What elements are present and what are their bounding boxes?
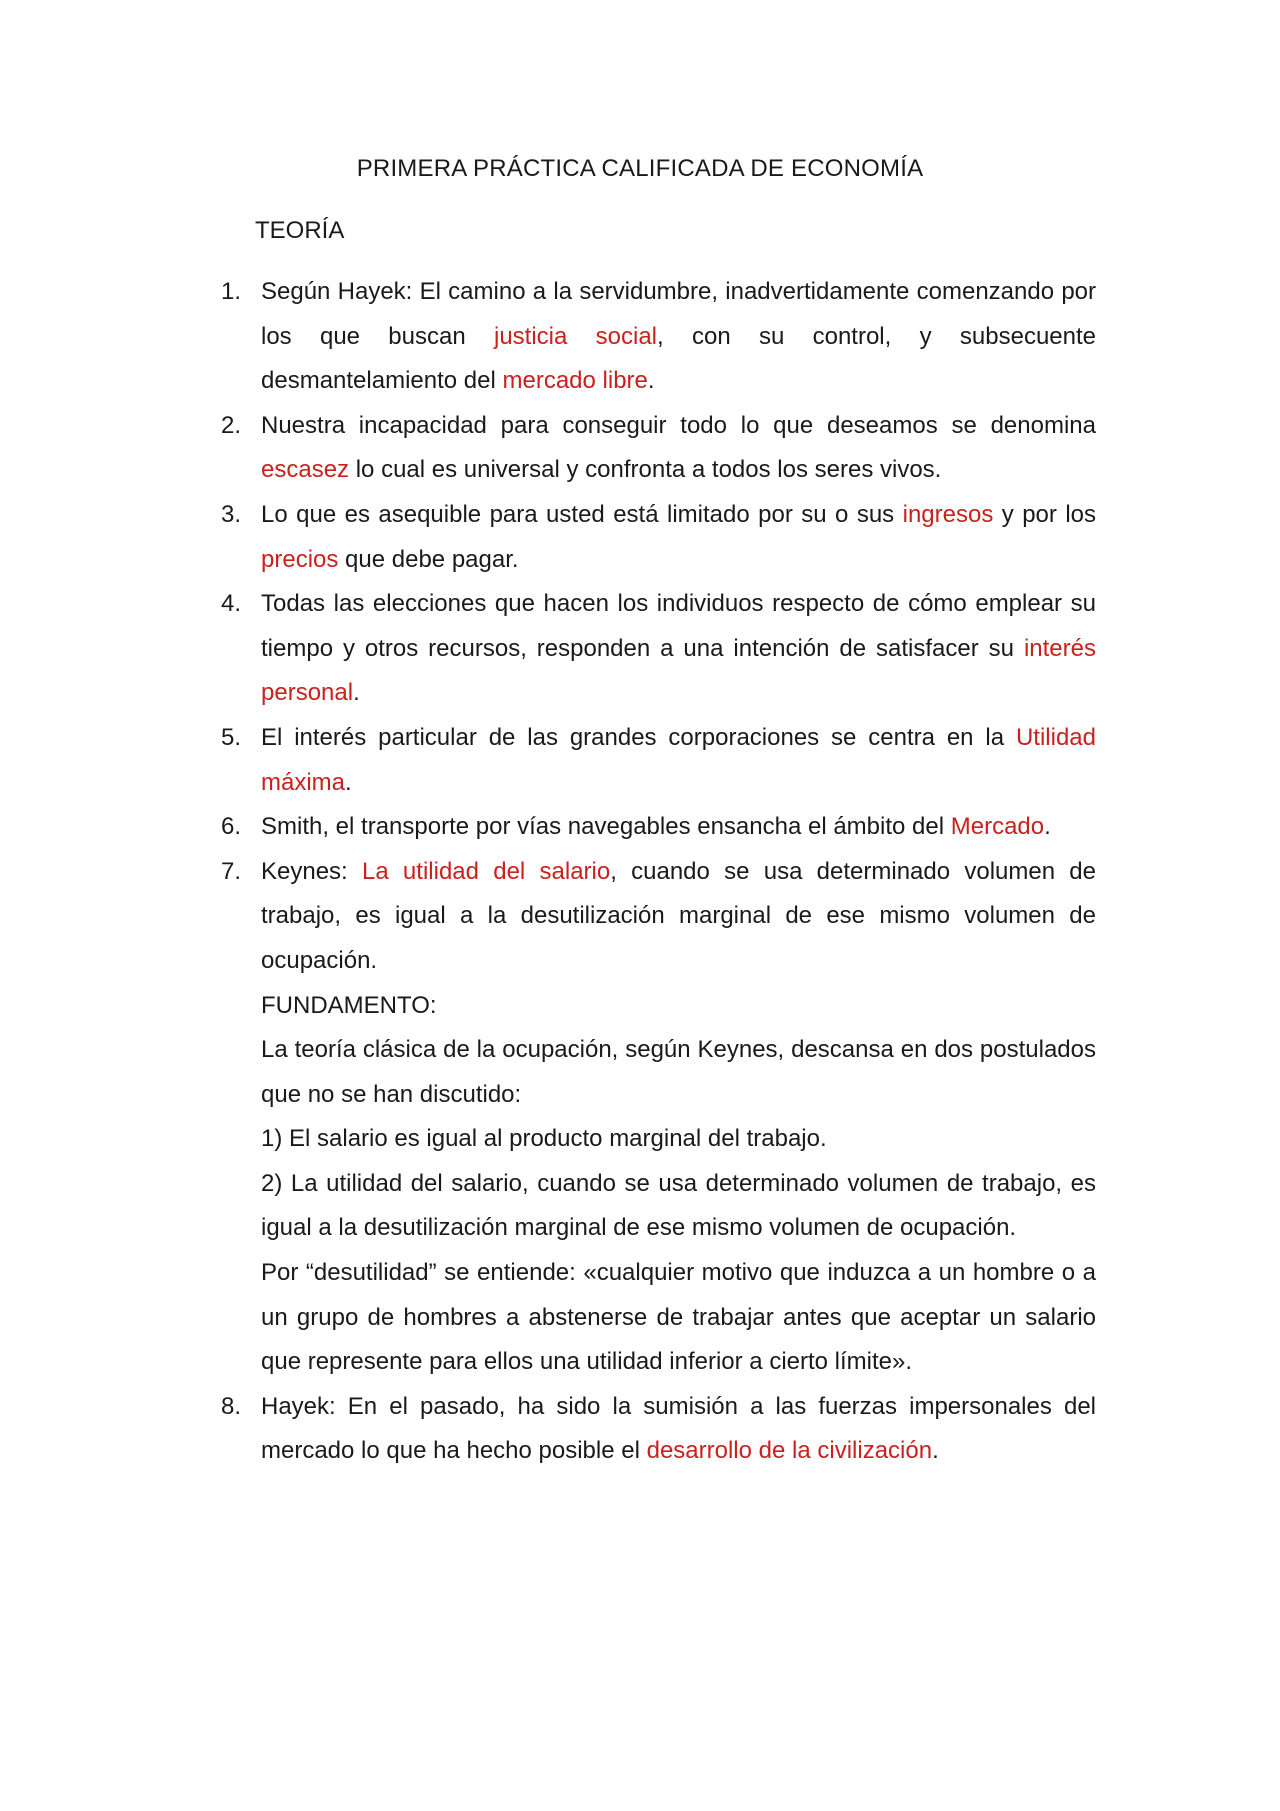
question-number: 7.	[221, 857, 242, 885]
question-text-segment: que debe pagar.	[338, 545, 519, 573]
question-text-segment: Keynes:	[261, 857, 362, 885]
question-text-segment: .	[1044, 813, 1051, 841]
question-item	[221, 270, 1096, 404]
answer-highlight: Utilidad máxima	[261, 723, 1096, 796]
question-text-segment: .	[345, 768, 352, 796]
answer-highlight: escasez	[261, 456, 350, 484]
question-text-segment: y por los	[993, 500, 1097, 528]
question-text	[261, 716, 1096, 805]
question-text-segment: El interés particular de las grandes corporaciones se centra en la	[261, 723, 1016, 751]
fundamento-paragraph: 2) La utilidad del salario, cuando se usa determinado volumen de trabajo, es igual a la desutilización marginal de ese mismo volumen de ocupación.	[261, 1169, 1096, 1242]
question-text-segment: Nuestra incapacidad para conseguir todo lo que deseamos se denomina	[261, 411, 1096, 439]
question-list	[221, 270, 1096, 1474]
question-number: 8.	[221, 1392, 242, 1420]
answer-highlight: justicia social	[494, 322, 658, 350]
question-item	[221, 716, 1096, 805]
question-text-segment: Smith, el transporte por vías navegables ensancha el ámbito del	[261, 813, 951, 841]
question-text-segment: lo cual es universal y confronta a todos los seres vivos.	[349, 456, 942, 484]
question-text	[261, 493, 1096, 582]
question-number: 4.	[221, 590, 242, 618]
question-text	[261, 404, 1096, 493]
fundamento-paragraph: 1) El salario es igual al producto marginal del trabajo.	[261, 1125, 827, 1153]
question-item	[221, 850, 1096, 1385]
question-number: 6.	[221, 813, 242, 841]
question-number: 2.	[221, 411, 242, 439]
section-heading: TEORÍA	[255, 217, 345, 244]
answer-highlight: precios	[261, 545, 339, 573]
question-number: 1.	[221, 278, 242, 305]
question-text-segment: .	[647, 367, 655, 395]
question-item	[221, 582, 1096, 716]
question-text-segment: .	[353, 679, 360, 707]
question-item	[221, 1385, 1096, 1474]
answer-highlight: Mercado	[950, 813, 1045, 841]
question-text	[261, 850, 1096, 984]
fundamento-paragraph: Por “desutilidad” se entiende: «cualquier motivo que induzca a un hombre o a un grupo de hombres a abstenerse de trabajar antes que aceptar un salario que represente para ellos una utilidad inferior a cierto límite».	[261, 1259, 1096, 1376]
question-text-segment: , cuando se usa determinado volumen de trabajo, es igual a la desutilización marginal de ese mismo volumen de ocupación.	[261, 857, 1097, 974]
question-text-segment: .	[932, 1437, 939, 1465]
page-title: PRIMERA PRÁCTICA CALIFICADA DE ECONOMÍA	[356, 155, 924, 182]
question-number: 5.	[221, 723, 242, 751]
question-text	[261, 582, 1096, 716]
question-text-segment: Todas las elecciones que hacen los individuos respecto de cómo emplear su tiempo y otros recursos, responden a una intención de satisfacer su	[261, 590, 1096, 662]
question-number: 3.	[221, 500, 242, 528]
question-text	[261, 805, 1096, 850]
question-text	[261, 270, 1096, 404]
question-item	[221, 404, 1096, 493]
question-item	[221, 805, 1096, 850]
fundamento-label: FUNDAMENTO:	[261, 991, 437, 1019]
question-text-segment: Según Hayek: El camino a la servidumbre, inadvertidamente comenzando por los que buscan	[261, 278, 1096, 350]
question-text-segment: Hayek: En el pasado, ha sido la sumisión a las fuerzas impersonales del mercado lo que ha hecho posible el	[261, 1392, 1096, 1465]
question-text-segment: , con su control, y subsecuente desmantelamiento del	[261, 322, 1096, 395]
question-text	[261, 1385, 1096, 1474]
answer-highlight: ingresos	[902, 500, 994, 528]
fundamento-paragraph: La teoría clásica de la ocupación, según Keynes, descansa en dos postulados que no se han discutido:	[261, 1036, 1096, 1108]
answer-highlight: desarrollo de la civilización	[646, 1437, 933, 1465]
question-text-segment: Lo que es asequible para usted está limitado por su o sus	[261, 500, 903, 528]
answer-highlight: mercado libre	[502, 367, 648, 395]
answer-highlight: interés personal	[261, 634, 1096, 707]
question-item	[221, 493, 1096, 582]
answer-highlight: La utilidad del salario	[361, 857, 611, 885]
